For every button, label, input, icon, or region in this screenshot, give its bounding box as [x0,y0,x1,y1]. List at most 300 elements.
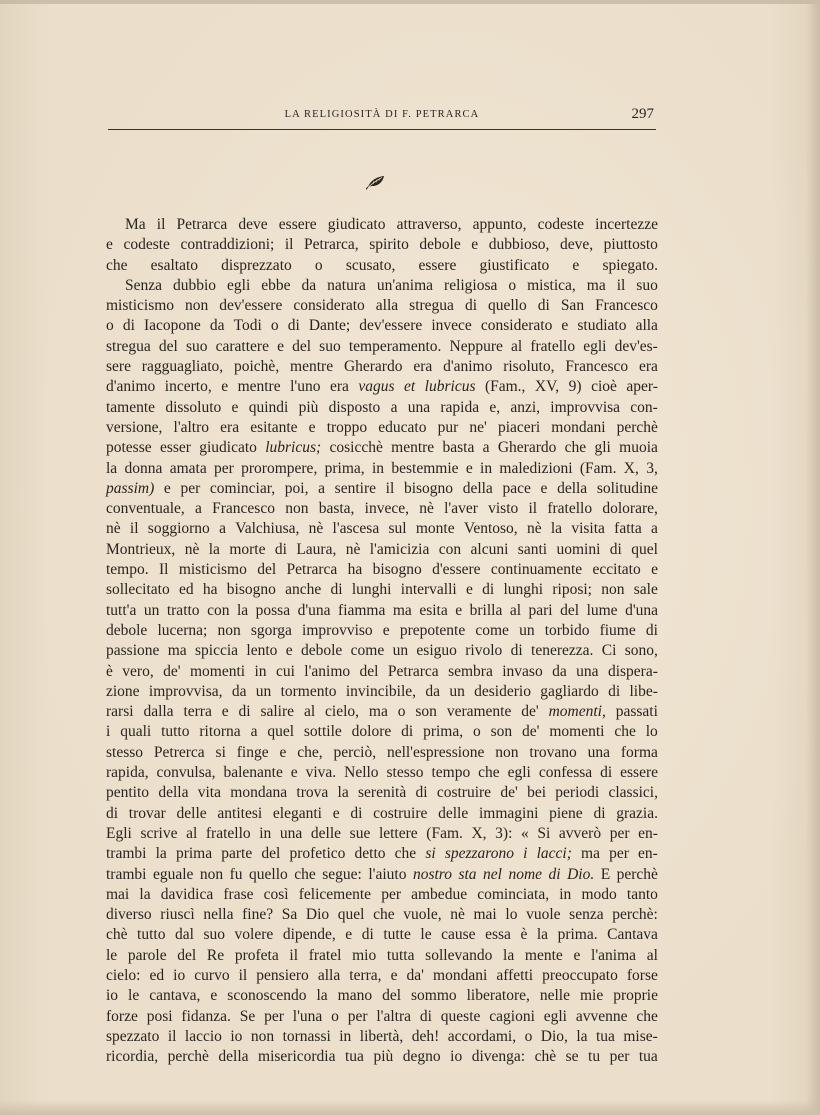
text-word: en- [638,845,658,863]
text-word: suo [203,926,226,944]
text-word: in [339,1027,352,1045]
text-word: nell'espressione [386,743,485,761]
text-word: grazia. [616,804,658,822]
text-word: un [255,682,272,700]
text-word: tua [595,1027,615,1045]
text-word: dolore [351,723,392,741]
text-word: salire [260,703,295,721]
text-word: fine? [242,906,274,924]
running-head: LA RELIGIOSITÀ DI F. PETRARCA [284,109,480,120]
text-word: ma [392,601,412,619]
text-word: al [511,337,523,355]
text-word: tua [345,1048,364,1066]
text-word: brilla [469,601,503,619]
text-word: e [279,743,287,761]
text-word: confessa [538,764,593,782]
text-word: appunto, [472,216,527,233]
text-word: laccio [184,1027,222,1045]
text-word: al [186,824,198,842]
text-word: sale [633,581,658,599]
text-word: tutto [137,926,166,944]
text-line [106,337,658,357]
text-word: e [106,236,113,254]
text-word: il [385,479,395,497]
text-word: tamente [106,398,156,416]
text-word: de' [521,703,539,721]
text-line [106,357,658,377]
text-word: del [177,946,197,964]
text-word: Ci [601,642,617,660]
text-word: cantava, [149,987,201,1005]
text-word: pace [502,479,531,497]
text-word: egli [543,1007,567,1025]
text-word: soggiorno [147,520,210,538]
text-word: rapida, [106,764,149,782]
text-word: passati [615,703,658,721]
text-word: lume [586,601,618,619]
text-word: mondani [551,418,606,436]
header-rule [108,129,656,130]
text-word: possa [255,601,291,619]
text-word: di [106,804,119,822]
text-word: del [158,337,178,355]
text-word: o [397,703,406,721]
text-line [106,865,658,885]
text-word: esaltato [150,256,199,274]
text-word: d'una [297,601,331,619]
text-word: diverso [106,906,152,924]
text-word: momenti, [548,703,606,721]
text-word: un'anima [376,276,434,294]
text-word: senza [569,906,604,924]
text-word: e [277,337,284,355]
text-word: Gherardo [497,439,557,457]
text-word: essa [485,926,511,944]
text-word: son [415,703,437,721]
text-word: mio [352,946,377,964]
text-word: con- [630,398,658,416]
text-word: invece, [364,500,409,518]
text-word: « [521,824,529,842]
text-word: invaso [502,662,543,680]
text-word: delle [438,804,469,822]
text-word: profetico [289,845,346,863]
text-line [106,743,658,763]
text-word: d'animo [106,378,156,396]
text-word: e [382,621,390,639]
text-word: non [601,581,625,599]
text-word: che [478,764,500,782]
text-word: tornassi [282,1027,331,1045]
text-word: del [292,337,312,355]
text-word: tempo [431,764,471,782]
text-word: prima, [324,459,365,477]
text-word: giudicato [199,439,257,457]
text-word: al [509,601,522,619]
text-word: perchè [616,865,658,883]
text-word: di [238,703,251,721]
text-word: dev'essere [359,317,423,335]
text-word: esitante [250,418,298,436]
text-line [106,296,658,316]
text-word: Francesco [565,358,629,376]
text-word: et [404,378,416,396]
text-word: pentito [106,784,150,802]
text-word: anche [285,581,322,599]
text-word: dal [175,926,194,944]
text-word: Montrieux, [106,540,176,558]
text-word: morte [229,540,266,558]
text-word: proprie [613,987,658,1005]
text-word: io [450,1048,463,1066]
text-word: mano [337,987,373,1005]
text-word: un [449,682,465,700]
text-line [106,316,658,336]
text-word: pari [528,601,553,619]
text-word: come [350,642,385,660]
text-word: San [560,297,585,315]
text-word: avvenne [575,1007,628,1025]
text-word: esiguo [416,642,457,660]
text-word: amata [169,459,207,477]
text-word: lento [246,642,278,660]
text-word: nè [450,906,465,924]
text-word: e [308,418,316,436]
text-word: E [600,865,611,883]
text-word: prima [175,845,213,863]
page-header [108,106,656,128]
text-word: una [407,398,431,416]
text-word: non [495,743,519,761]
text-word: ma [586,276,606,294]
text-word: visita [571,520,605,538]
text-word: tu [588,1048,601,1066]
text-word: cui [275,662,295,680]
text-word: nè [419,500,434,518]
text-word: posi [146,1007,173,1025]
text-word: del [382,987,401,1005]
text-word: serenità [358,784,407,802]
text-word: natura [327,276,366,294]
body-text [106,215,658,1067]
text-word: cioè [591,378,617,396]
text-word: disprezzato [221,256,292,274]
text-word: troppo [326,418,368,436]
text-word: o [106,317,114,335]
text-line [106,763,658,783]
text-word: il [156,216,166,233]
text-word: torbido [544,621,590,639]
text-word: finge [236,743,269,761]
text-word: fatta [614,520,642,538]
text-word: debole [300,642,343,660]
text-word: l'aiuto [368,865,407,883]
text-word: scrive [140,824,178,842]
text-word: e [390,966,398,984]
text-word: momenti [549,723,605,741]
text-word: ma [581,845,600,863]
text-word: trovano [529,743,577,761]
text-line [106,235,658,255]
text-word: ha [347,561,363,579]
text-word: santi [517,540,548,558]
text-word: davidica [160,885,214,903]
text-word: di [608,682,621,700]
text-word: sconoscendo [227,987,307,1005]
text-word: volere [234,926,274,944]
text-word: trambi [106,845,147,863]
text-word: di [274,540,287,558]
text-word: la [106,459,118,477]
text-word: (Fam. [426,824,463,842]
text-word: fratello [205,824,251,842]
text-word: cominciata, [477,885,550,903]
text-word: bisogno [226,581,276,599]
text-word: trova [296,784,329,802]
text-word: è [106,662,113,680]
text-word: cielo: [106,966,141,984]
text-word: Si [537,824,551,842]
text-word: scusato, [345,256,396,274]
text-word: l'ascesa [332,520,380,538]
text-word: e [231,398,239,416]
text-word: di [482,581,495,599]
text-word: en- [638,824,658,842]
text-line [106,682,658,702]
text-word: alcuni [470,540,509,558]
text-word: essere [418,256,457,274]
text-word: di [645,621,658,639]
text-word: piaceri [497,418,541,436]
text-word: era [329,378,349,396]
text-word: di [330,581,343,599]
text-word: del [261,845,281,863]
text-word: costruire [373,804,428,822]
text-word: esita [419,601,448,619]
text-word: balenante [223,764,283,782]
text-word: non [199,865,224,883]
text-word: al [303,703,316,721]
text-word: tutt'a [106,601,137,619]
text-line [106,662,658,682]
text-word: divenga: [471,1048,526,1066]
text-word: (Fam., [484,378,526,396]
text-word: profeta [234,946,279,964]
text-word: misericordia [258,1048,336,1066]
text-word: tormento [280,682,337,700]
text-word: cominciar, [209,479,276,497]
text-word: misticismo [178,561,247,579]
text-word: perciò, [333,743,377,761]
text-word: d'animo [443,358,493,376]
text-word: tutto [161,723,190,741]
text-word: sommo [410,987,457,1005]
text-word: viva. [305,764,337,782]
page-number: 297 [631,106,654,122]
text-word: vuole [526,906,561,924]
text-word: in [259,824,272,842]
text-word: suo [319,337,341,355]
text-word: ebbe [261,276,291,294]
text-line [106,966,658,986]
text-word: dissoluto [165,398,222,416]
text-word: forze [106,1007,138,1025]
text-word: per [381,885,401,903]
text-word: sgorga [250,621,292,639]
text-word: nè [345,540,361,558]
text-word: lacci; [536,845,572,863]
text-word: mondani [433,966,488,984]
text-word: basta [442,439,475,457]
text-word: si [425,845,436,863]
text-word: con [438,540,462,558]
text-word: Valchiusa, [235,520,300,538]
text-word: preoccupato [542,966,618,984]
text-word: piuttosto [603,236,658,254]
text-word: Petrarca, [304,236,359,254]
text-word: l'una [292,1007,323,1025]
text-line [106,702,658,722]
text-word: dev'essere [219,297,283,315]
text-word: che [106,256,128,274]
text-word: il [289,946,299,964]
text-word: segue: [322,865,362,883]
text-word: la [550,520,563,538]
text-word: risoluto, [503,358,555,376]
text-word: Egli [106,824,132,842]
text-word: stregua [106,337,151,355]
text-word: da [552,662,567,680]
text-word: quel [337,906,365,924]
text-word: di [548,865,561,883]
text-word: Petrerca [153,743,205,761]
text-word: periodi [555,784,600,802]
text-word: de' [500,784,518,802]
text-word: per [264,1007,284,1025]
text-word: chè [106,926,128,944]
text-word: temperamento. [348,337,442,355]
text-word: cielo, [325,703,360,721]
text-word: di [287,317,300,335]
text-word: Iacopone [143,317,201,335]
text-word: a [318,479,326,497]
text-word: essere [278,216,317,233]
text-line [106,580,658,600]
text-word: con [207,601,230,619]
text-word: io [173,966,186,984]
text-word: alla [375,297,399,315]
text-word: di [510,642,523,660]
text-word: accordami, [447,1027,517,1045]
text-word: degno [402,1048,441,1066]
text-word: bisogno [372,561,422,579]
text-word: codeste [537,216,585,233]
text-word: convulsa, [156,764,216,782]
text-word: nè [526,520,542,538]
text-line [106,377,658,397]
text-word: deh! [411,1027,440,1045]
text-word: per [609,1048,630,1066]
text-word: a [390,398,398,416]
text-line [106,641,658,661]
text-word: quello [488,297,527,315]
text-word: nel [483,865,502,883]
text-word: cosicchè [329,439,383,457]
text-line [106,276,658,296]
text-word: lunghi [503,581,544,599]
text-word: di [361,926,374,944]
text-word: stesso [386,764,424,782]
text-word: se [565,1048,579,1066]
text-word: l'uno [290,378,321,396]
text-word: e [540,479,548,497]
text-word: prorompere, [241,459,318,477]
text-word: tempo. [106,561,149,579]
text-word: e [285,642,293,660]
text-word: intervalli [400,581,457,599]
text-word: terra [183,703,212,721]
text-word: più [298,398,319,416]
text-line [106,844,658,864]
text-word: costruire [436,784,492,802]
text-line [106,783,658,803]
text-word: perchè [167,1048,209,1066]
page-top-edge [0,0,820,4]
text-word: della [462,479,493,497]
text-word: spezzato [106,1027,160,1045]
text-word: e [651,561,658,579]
text-word: le [128,987,140,1005]
text-word: Petrarca [387,662,439,680]
text-word: sono, [624,642,658,660]
text-word: detto [354,845,386,863]
text-word: ambedue [411,885,468,903]
text-word: donna [124,459,163,477]
text-word: pur [437,418,459,436]
text-word: liberatore, [466,987,530,1005]
text-word: delle [176,804,207,822]
text-word: modo [581,885,617,903]
text-word: studiato [577,317,627,335]
text-word: basta, [318,500,355,518]
text-word: e [163,479,171,497]
text-word: mentre [237,378,281,396]
text-word: sul [388,520,407,538]
text-word: trambi [106,865,147,883]
text-word: così [263,885,289,903]
text-line [106,601,658,621]
text-word: era [220,418,240,436]
text-word: nella [203,906,234,924]
text-line [106,946,658,966]
text-word: parole [127,946,167,964]
text-word: di [600,764,613,782]
text-word: perchè [616,418,658,436]
text-word: che [394,845,417,863]
text-word: momenti [189,662,246,680]
text-word: considerato [293,297,365,315]
text-word: egli [507,764,531,782]
text-word: e [455,601,463,619]
text-line [106,925,658,945]
text-word: dolorare, [602,500,658,518]
text-word: Re [206,946,225,964]
text-word: della [218,1048,249,1066]
page-bottom-edge [0,1100,820,1115]
text-word: Il [158,561,169,579]
text-word: una [587,743,611,761]
text-word: eccitato [592,561,641,579]
